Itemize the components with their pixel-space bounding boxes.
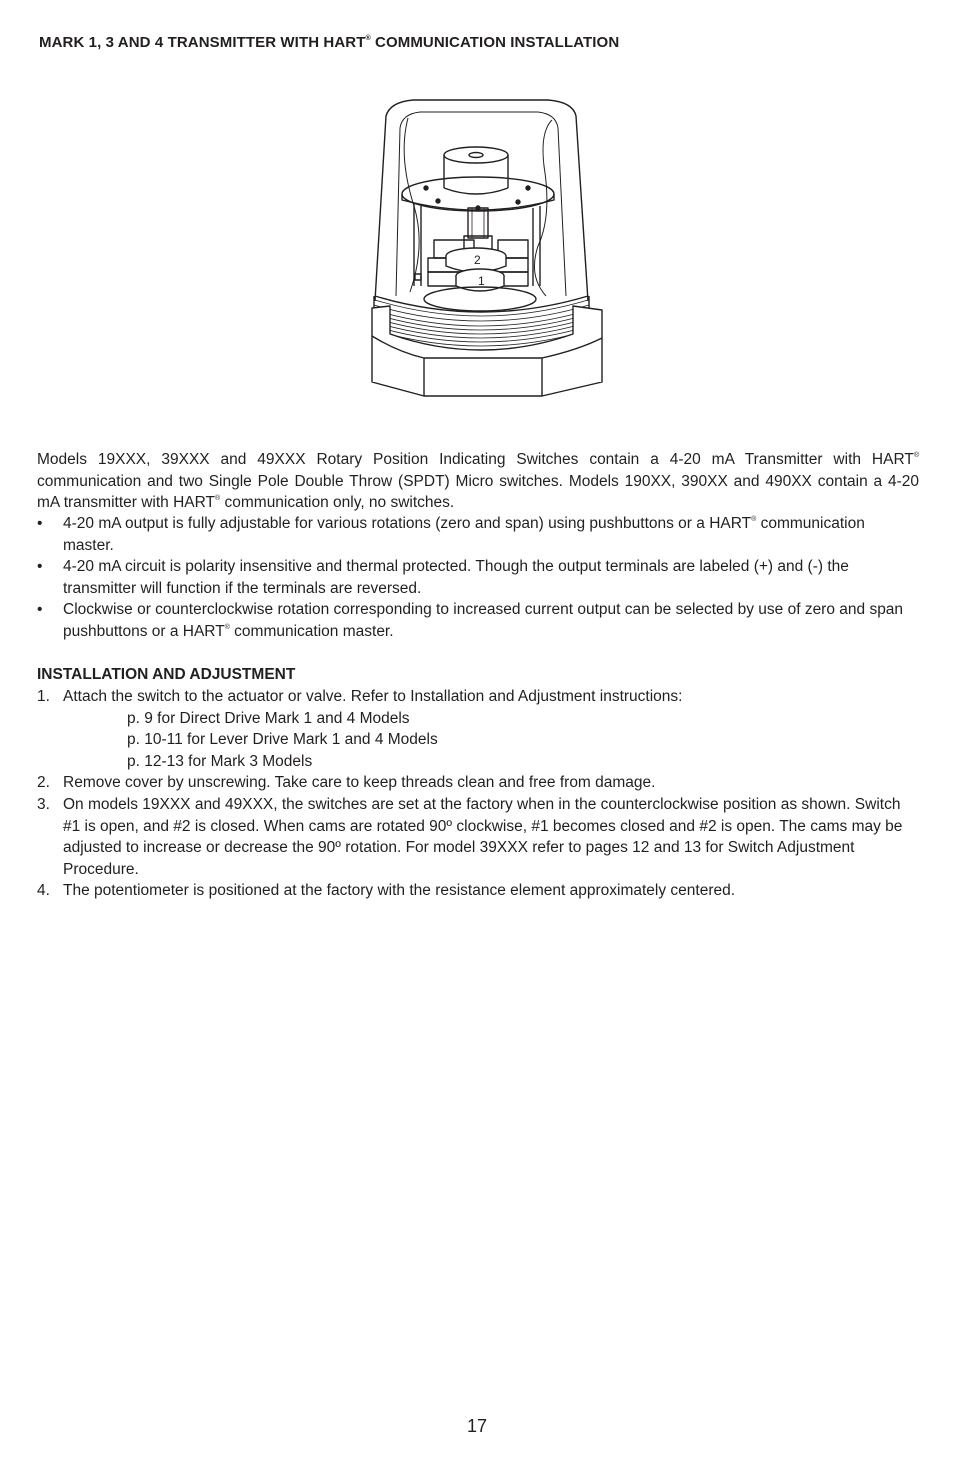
step-number: 1. — [37, 688, 50, 705]
page-reference: p. 10-11 for Lever Drive Mark 1 and 4 Models — [127, 731, 438, 749]
registered-mark: ® — [365, 35, 371, 42]
step-number: 2. — [37, 774, 50, 792]
cam-label-2: 2 — [474, 253, 481, 267]
feature-text: 4-20 mA output is fully adjustable for various rotations (zero and span) using pushbuttons or a HART — [63, 515, 752, 532]
page-reference: p. 9 for Direct Drive Mark 1 and 4 Models — [127, 709, 410, 727]
feature-text-after: communication master. — [63, 515, 865, 554]
step-text: On models 19XXX and 49XXX, the switches are set at the factory when in the counterclockwise position as shown. Switch #1 is open, and #2 is closed. When cams are rotated 90º clockwise, #1 becomes closed and #2 is open. The cams may be adjusted to increase or decrease the 90º rotation. For model 39XXX refer to pages 12 and 13 for Switch Adjustment Procedure. — [63, 795, 903, 878]
step-item — [37, 794, 919, 880]
feature-text: 4-20 mA circuit is polarity insensitive and thermal protected. Though the output terminals are labeled (+) and (-) the transmitter will function if the terminals are reversed. — [63, 558, 849, 597]
feature-list — [37, 513, 919, 643]
feature-text-after: communication master. — [229, 622, 394, 640]
step-text: Remove cover by unscrewing. Take care to keep threads clean and free from damage. — [63, 774, 656, 792]
heading-text: MARK 1, 3 AND 4 TRANSMITTER WITH HART — [39, 34, 366, 51]
feature-item — [37, 556, 919, 599]
page-reference: p. 12-13 for Mark 3 Models — [127, 752, 313, 770]
transmitter-illustration — [368, 96, 608, 401]
registered-mark: ® — [224, 623, 230, 631]
registered-mark: ® — [913, 452, 919, 459]
feature-item — [37, 599, 919, 642]
registered-mark: ® — [751, 516, 757, 523]
step-item — [37, 686, 919, 772]
page-reference-list — [63, 708, 919, 773]
page-number: 17 — [466, 1416, 488, 1436]
step-text: Attach the switch to the actuator or valve. Refer to Installation and Adjustment instructions: — [63, 688, 683, 705]
cam-label-1: 1 — [478, 274, 485, 288]
step-number: 4. — [37, 882, 50, 900]
bullet-marker: • — [37, 515, 43, 532]
heading-suffix: COMMUNICATION INSTALLATION — [370, 34, 620, 51]
installation-steps — [37, 686, 919, 902]
step-text: The potentiometer is positioned at the factory with the resistance element approximately centered. — [63, 882, 736, 900]
step-item — [37, 880, 919, 902]
feature-item — [37, 513, 919, 556]
page-heading — [39, 34, 619, 51]
intro-text-2: communication and two Single Pole Double Throw (SPDT) Micro switches. Models 190XX, 390XX and 490XX contain a 4-20 mA transmitter with HART — [37, 472, 919, 512]
intro-text-1: Models 19XXX, 39XXX and 49XXX Rotary Position Indicating Switches contain a 4-20 mA Transmitter with HART — [37, 451, 914, 468]
bullet-marker: • — [37, 558, 43, 576]
registered-mark: ® — [215, 495, 221, 503]
step-item — [37, 772, 919, 794]
feature-text: Clockwise or counterclockwise rotation corresponding to increased current output can be selected by use of zero and span pushbuttons or a HART — [63, 601, 904, 640]
installation-heading: INSTALLATION AND ADJUSTMENT — [37, 666, 296, 683]
intro-text-3: communication only, no switches. — [220, 494, 455, 512]
bullet-marker: • — [37, 601, 43, 619]
step-number: 3. — [37, 795, 50, 813]
intro-paragraph — [37, 449, 919, 514]
